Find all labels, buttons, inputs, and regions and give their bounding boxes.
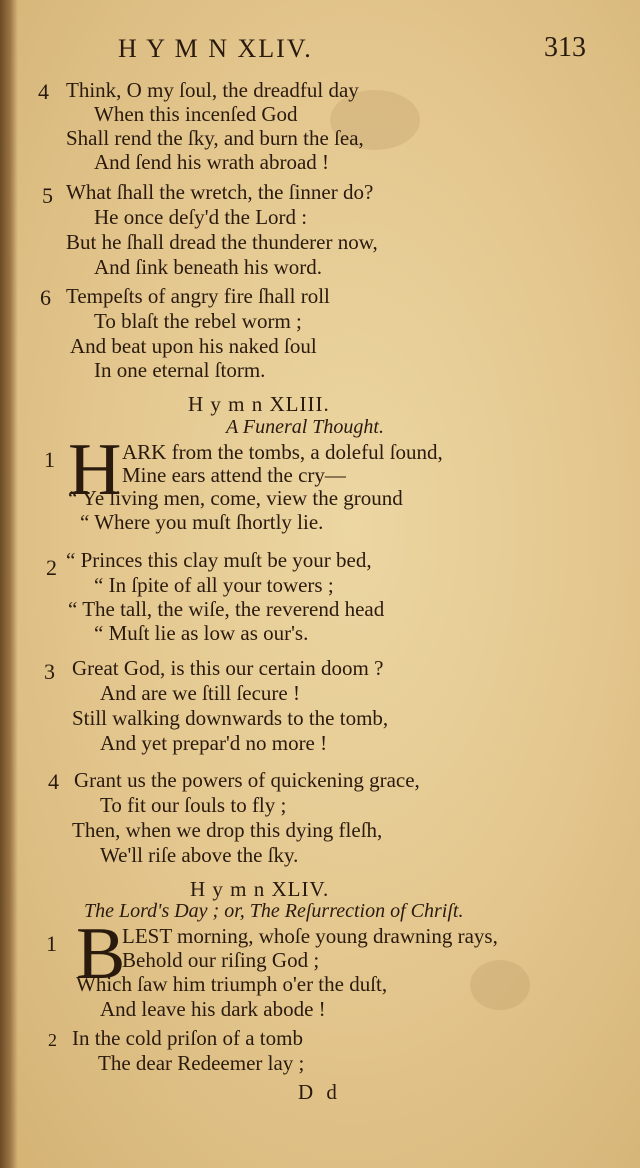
- verse-number: 5: [42, 183, 53, 208]
- hymn-title: H y m n XLIII.: [188, 392, 330, 416]
- verse-number: 3: [44, 659, 55, 684]
- verse-number: 2: [48, 1030, 57, 1050]
- verse-line: Which ſaw him triumph o'er the duſt,: [76, 972, 388, 996]
- verse-number: 4: [48, 769, 59, 794]
- verse-line: We'll riſe above the ſky.: [100, 843, 299, 867]
- verse-line: Shall rend the ſky, and burn the ſea,: [66, 126, 364, 150]
- page-number: 313: [544, 32, 586, 63]
- drop-cap: H: [68, 429, 122, 511]
- verse-line: The dear Redeemer lay ;: [98, 1051, 305, 1075]
- verse-line: Then, when we drop this dying fleſh,: [72, 818, 383, 842]
- hymn-title: H y m n XLIV.: [190, 877, 330, 901]
- signature-mark: D d: [298, 1080, 341, 1104]
- verse-number: 4: [38, 79, 49, 104]
- verse-line: “ Muſt lie as low as our's.: [94, 621, 309, 645]
- verse-line: And are we ſtill ſecure !: [100, 681, 300, 705]
- verse-line: Still walking downwards to the tomb,: [72, 706, 389, 730]
- verse-line: And beat upon his naked ſoul: [70, 334, 317, 358]
- verse-line: But he ſhall dread the thunderer now,: [66, 230, 378, 254]
- verse-line: “ The tall, the wiſe, the reverend head: [68, 597, 385, 621]
- verse-line: Great God, is this our certain doom ?: [72, 656, 384, 680]
- verse-line: Behold our riſing God ;: [122, 948, 320, 972]
- verse-line: LEST morning, whoſe young drawning rays,: [122, 924, 498, 948]
- verse-line: In the cold priſon of a tomb: [72, 1026, 303, 1050]
- verse-line: And yet prepar'd no more !: [100, 731, 328, 755]
- verse-line: “ Ye living men, come, view the ground: [68, 486, 403, 510]
- hymn-subtitle: A Funeral Thought.: [226, 416, 384, 438]
- verse-line: And leave his dark abode !: [100, 997, 326, 1021]
- verse-number: 6: [40, 285, 51, 310]
- verse-line: Mine ears attend the cry—: [122, 463, 346, 487]
- verse-line: Tempeſts of angry fire ſhall roll: [66, 284, 330, 308]
- verse-line: To fit our ſouls to fly ;: [100, 793, 287, 817]
- verse-line: “ Where you muſt ſhortly lie.: [80, 510, 324, 534]
- verse-line: “ Princes this clay muſt be your bed,: [66, 548, 372, 572]
- hymn-subtitle: The Lord's Day ; or, The Reſurrection of Chriſt.: [84, 900, 464, 922]
- verse-number: 2: [46, 555, 57, 580]
- verse-line: And ſink beneath his word.: [94, 255, 323, 279]
- verse-line: Grant us the powers of quickening grace,: [74, 768, 420, 792]
- drop-cap: B: [76, 913, 126, 995]
- verse-line: In one eternal ſtorm.: [94, 358, 266, 382]
- verse-line: What ſhall the wretch, the ſinner do?: [66, 180, 374, 204]
- verse-line: To blaſt the rebel worm ;: [94, 309, 302, 333]
- verse-number: 1: [46, 931, 57, 956]
- verse-line: ARK from the tombs, a doleful ſound,: [122, 440, 443, 464]
- running-header: [0, 30, 640, 70]
- verse-line: “ In ſpite of all your towers ;: [94, 573, 334, 597]
- verse-line: And ſend his wrath abroad !: [94, 150, 330, 174]
- verse-line: Think, O my ſoul, the dreadful day: [66, 78, 359, 102]
- verse-number: 1: [44, 447, 55, 472]
- running-title: H Y M N XLIV.: [118, 34, 313, 63]
- verse-line: When this incenſed God: [94, 102, 298, 126]
- verse-line: He once deſy'd the Lord :: [94, 205, 308, 229]
